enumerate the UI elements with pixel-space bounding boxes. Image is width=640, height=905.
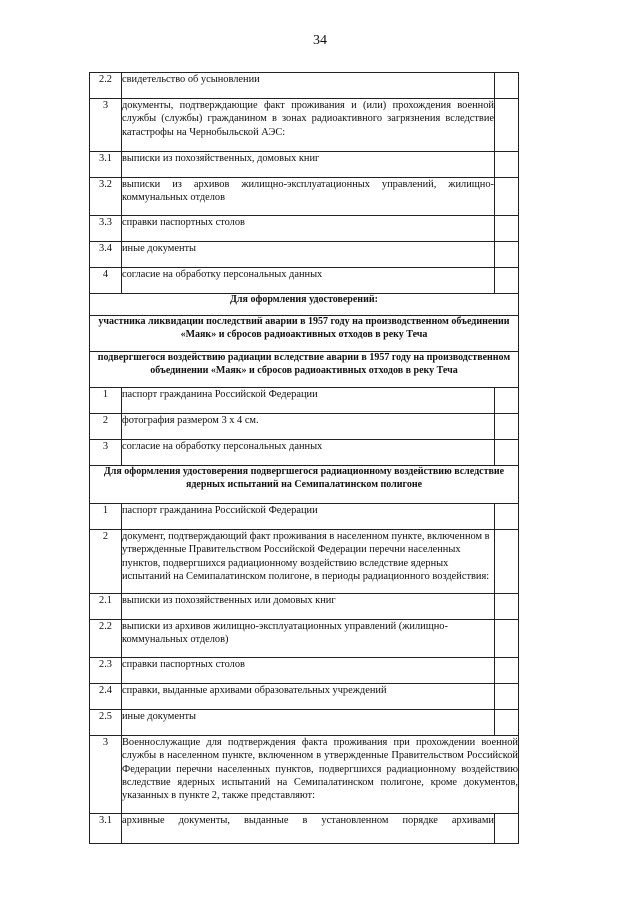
row-number: 3 bbox=[90, 440, 122, 466]
row-number: 3.4 bbox=[90, 242, 122, 268]
row-text: справки паспортных столов bbox=[122, 658, 495, 684]
row-text: согласие на обработку персональных данных bbox=[122, 440, 495, 466]
row-number: 1 bbox=[90, 504, 122, 530]
row-text: паспорт гражданина Российской Федерации bbox=[122, 504, 495, 530]
row-text: выписки из похозяйственных, домовых книг bbox=[122, 152, 495, 178]
row-number: 2.4 bbox=[90, 684, 122, 710]
section-header-row bbox=[90, 466, 519, 504]
row-number: 2 bbox=[90, 414, 122, 440]
row-blank-cell bbox=[495, 268, 519, 294]
row-blank-cell bbox=[495, 178, 519, 216]
documents-table bbox=[89, 72, 519, 844]
row-text: справки, выданные архивами образовательных учреждений bbox=[122, 684, 495, 710]
row-text: выписки из похозяйственных или домовых книг bbox=[122, 594, 495, 620]
row-number: 2.1 bbox=[90, 594, 122, 620]
section-header: подвергшегося воздействию радиации вследствие аварии в 1957 году на производственном объединении «Маяк» и сбросов радиоактивных отходов в реку Теча bbox=[90, 352, 519, 388]
row-number: 2.2 bbox=[90, 73, 122, 99]
row-blank-cell bbox=[495, 440, 519, 466]
table-row bbox=[90, 73, 519, 99]
table-row bbox=[90, 414, 519, 440]
table-row bbox=[90, 710, 519, 736]
section-header-row bbox=[90, 294, 519, 316]
row-number: 2 bbox=[90, 530, 122, 594]
row-blank-cell bbox=[495, 242, 519, 268]
row-blank-cell bbox=[495, 684, 519, 710]
table-row bbox=[90, 388, 519, 414]
row-number: 2.3 bbox=[90, 658, 122, 684]
row-text: свидетельство об усыновлении bbox=[122, 73, 495, 99]
row-text bbox=[122, 814, 495, 844]
page-number: 34 bbox=[313, 33, 327, 48]
row-blank-cell bbox=[495, 658, 519, 684]
table-row bbox=[90, 152, 519, 178]
row-number: 3.2 bbox=[90, 178, 122, 216]
row-text: иные документы bbox=[122, 242, 495, 268]
row-blank-cell bbox=[495, 620, 519, 658]
row-number: 2.2 bbox=[90, 620, 122, 658]
section-header-row bbox=[90, 316, 519, 352]
table-row bbox=[90, 620, 519, 658]
row-text: документы, подтверждающие факт проживания и (или) прохождения военной службы (службы) гражданином в зонах радиоактивного загрязнения вследствие катастрофы на Чернобыльской АЭС: bbox=[122, 99, 495, 152]
row-blank-cell bbox=[495, 814, 519, 844]
row-number: 3.3 bbox=[90, 216, 122, 242]
table-row bbox=[90, 736, 519, 814]
row-text-content: архивные документы, выданные в установленном порядке архивами bbox=[122, 815, 494, 826]
table-row bbox=[90, 268, 519, 294]
row-blank-cell bbox=[495, 99, 519, 152]
row-blank-cell bbox=[495, 710, 519, 736]
row-number: 3 bbox=[90, 99, 122, 152]
table-row bbox=[90, 178, 519, 216]
table-row bbox=[90, 504, 519, 530]
section-header: Для оформления удостоверения подвергшегося радиационному воздействию вследствие ядерных испытаний на Семипалатинском полигоне bbox=[90, 466, 519, 504]
row-blank-cell bbox=[495, 216, 519, 242]
row-text: документ, подтверждающий факт проживания в населенном пункте, включенном в утвержденные Правительством Российской Федерации перечни населенных пунктов, подвергшихся радиационному воздействию вследствие ядерных испытаний на Семипалатинском полигоне, в периоды радиационного воздействия: bbox=[122, 530, 495, 594]
row-text: паспорт гражданина Российской Федерации bbox=[122, 388, 495, 414]
table-row bbox=[90, 216, 519, 242]
table-row bbox=[90, 684, 519, 710]
row-blank-cell bbox=[495, 152, 519, 178]
row-blank-cell bbox=[495, 504, 519, 530]
section-header: участника ликвидации последствий аварии в 1957 году на производственном объединении «Маяк» и сбросов радиоактивных отходов в реку Теча bbox=[90, 316, 519, 352]
row-number: 3.1 bbox=[90, 152, 122, 178]
row-text: выписки из архивов жилищно-эксплуатационных управлений, жилищно-коммунальных отделов bbox=[122, 178, 495, 216]
row-blank-cell bbox=[495, 594, 519, 620]
table-row bbox=[90, 242, 519, 268]
row-blank-cell bbox=[495, 414, 519, 440]
row-number: 3 bbox=[90, 736, 122, 814]
section-header-row bbox=[90, 352, 519, 388]
row-text: выписки из архивов жилищно-эксплуатационных управлений (жилищно-коммунальных отделов) bbox=[122, 620, 495, 658]
table-row bbox=[90, 814, 519, 844]
table-row bbox=[90, 594, 519, 620]
row-text: фотография размером 3 x 4 см. bbox=[122, 414, 495, 440]
table-row bbox=[90, 440, 519, 466]
section-header: Для оформления удостоверений: bbox=[90, 294, 519, 316]
row-text: согласие на обработку персональных данных bbox=[122, 268, 495, 294]
row-number: 3.1 bbox=[90, 814, 122, 844]
row-blank-cell bbox=[495, 388, 519, 414]
row-text: справки паспортных столов bbox=[122, 216, 495, 242]
row-number: 1 bbox=[90, 388, 122, 414]
table-row bbox=[90, 530, 519, 594]
row-number: 4 bbox=[90, 268, 122, 294]
table-row bbox=[90, 658, 519, 684]
row-text: Военнослужащие для подтверждения факта проживания при прохождении военной службы в населенном пункте, включенном в утвержденные Правительством Российской Федерации перечни населенных пунктов, подвергшихся радиационному воздействию вследствие ядерных испытаний на Семипалатинском полигоне, кроме документов, указанных в пункте 2, также представляют: bbox=[122, 736, 519, 814]
row-blank-cell bbox=[495, 530, 519, 594]
row-number: 2.5 bbox=[90, 710, 122, 736]
table-row bbox=[90, 99, 519, 152]
row-text: иные документы bbox=[122, 710, 495, 736]
row-blank-cell bbox=[495, 73, 519, 99]
